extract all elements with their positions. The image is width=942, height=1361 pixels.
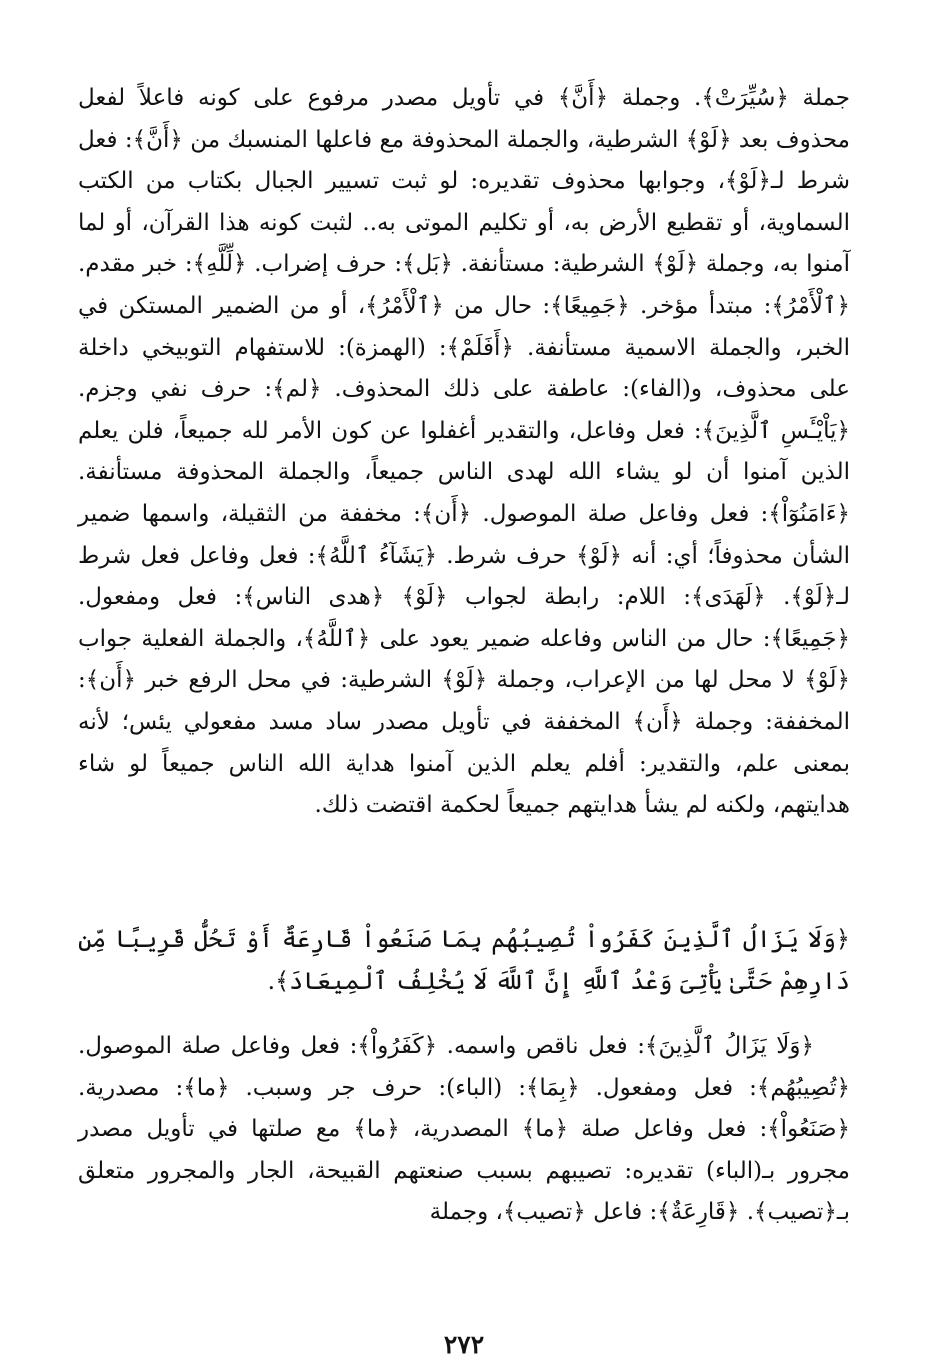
body-paragraph-1: جملة ﴿سُيِّرَتْ﴾. وجملة ﴿أَنَّ﴾ في تأويل مصدر مرفوع على كونه فاعلاً لفعل محذوف بعد ﴿لَوْ﴾ الشرطية، والجملة المحذوفة مع فاعلها المنسبك من ﴿أَنَّ﴾: فعل شرط لـ﴿لَوْ﴾، وجوابها محذوف تقديره: لو ثبت تسيير الجبال بكتاب من الكتب السماوية، أو تقطيع الأرض به، أو تكليم الموتى به.. لثبت كونه هذا القرآن، أو لما آمنوا به، وجملة ﴿لَوْ﴾ الشرطية: مستأنفة. ﴿بَل﴾: حرف إضراب. ﴿لِّلَّهِ﴾: خبر مقدم. ﴿ٱلْأَمْرُ﴾: مبتدأ مؤخر. ﴿جَمِيعًا﴾: حال من ﴿ٱلْأَمْرُ﴾، أو من الضمير المستكن في الخبر، والجملة الاسمية مستأنفة. ﴿أَفَلَمْ﴾: (الهمزة): للاستفهام التوبيخي داخلة على محذوف، و(الفاء): عاطفة على ذلك المحذوف. ﴿لم﴾: حرف نفي وجزم. ﴿يَاْيْـَٔسِ ٱلَّذِينَ﴾: فعل وفاعل، والتقدير أغفلوا عن كون الأمر لله جميعاً، فلن يعلم الذين آمنوا أن لو يشاء الله لهدى الناس جميعاً، والجملة المحذوفة مستأنفة. ﴿ءَامَنُوٓاْ﴾: فعل وفاعل صلة الموصول. ﴿أَن﴾: مخففة من الثقيلة، واسمها ضمير الشأن محذوفاً؛ أي: أنه ﴿لَوْ﴾ حرف شرط. ﴿يَشَآءُ ٱللَّهُ﴾: فعل وفاعل فعل شرط لـ﴿لَوْ﴾. ﴿لَهَدَى﴾: اللام: رابطة لجواب ﴿لَوْ﴾ ﴿هدى الناس﴾: فعل ومفعول. ﴿جَمِيعًا﴾: حال من الناس وفاعله ضمير يعود على ﴿ٱللَّهُ﴾، والجملة الفعلية جواب ﴿لَوْ﴾ لا محل لها من الإعراب، وجملة ﴿لَوْ﴾ الشرطية: في محل الرفع خبر ﴿أَن﴾: المخففة: وجملة ﴿أَن﴾ المخففة في تأويل مصدر ساد مسد مفعولي يئس؛ لأنه بمعنى علم، والتقدير: أفلم يعلم الذين آمنوا هداية الله الناس جميعاً لو شاء هدايتهم، ولكنه لم يشأ هدايتهم جميعاً لحكمة اقتضت ذلك. — [78, 85, 850, 819]
page-number: ٢٧٢ — [443, 1330, 485, 1359]
document-page — [78, 78, 850, 1359]
body-paragraph-2: ﴿وَلَا يَزَالُ ٱلَّذِينَ﴾: فعل ناقص واسمه. ﴿كَفَرُواْ﴾: فعل وفاعل صلة الموصول. ﴿تُصِيبُهُم﴾: فعل ومفعول. ﴿بِمَا﴾: (الباء): حرف جر وسبب. ﴿ما﴾: مصدرية. ﴿صَنَعُواْ﴾: فعل وفاعل صلة ﴿ما﴾ المصدرية، ﴿ما﴾ مع صلتها في تأويل مصدر مجرور بـ(الباء) تقديره: تصيبهم بسبب صنعتهم القبيحة، الجار والمجرور متعلق بـ﴿تصيب﴾. ﴿قَارِعَةٌ﴾: فاعل ﴿تصيب﴾، وجملة — [78, 1033, 850, 1226]
quran-verse: ﴿وَلَا يَزَالُ ٱلَّذِينَ كَفَرُواْ تُصِيبُهُم بِمَا صَنَعُواْ قَارِعَةٌ أَوْ تَحُلُّ قَرِيبًا مِّن دَارِهِمْ حَتَّىٰ يَأْتِىَ وَعْدُ ٱللَّهِ إِنَّ ٱللَّهَ لَا يُخْلِفُ ٱلْمِيعَادَ﴾. — [78, 925, 850, 995]
